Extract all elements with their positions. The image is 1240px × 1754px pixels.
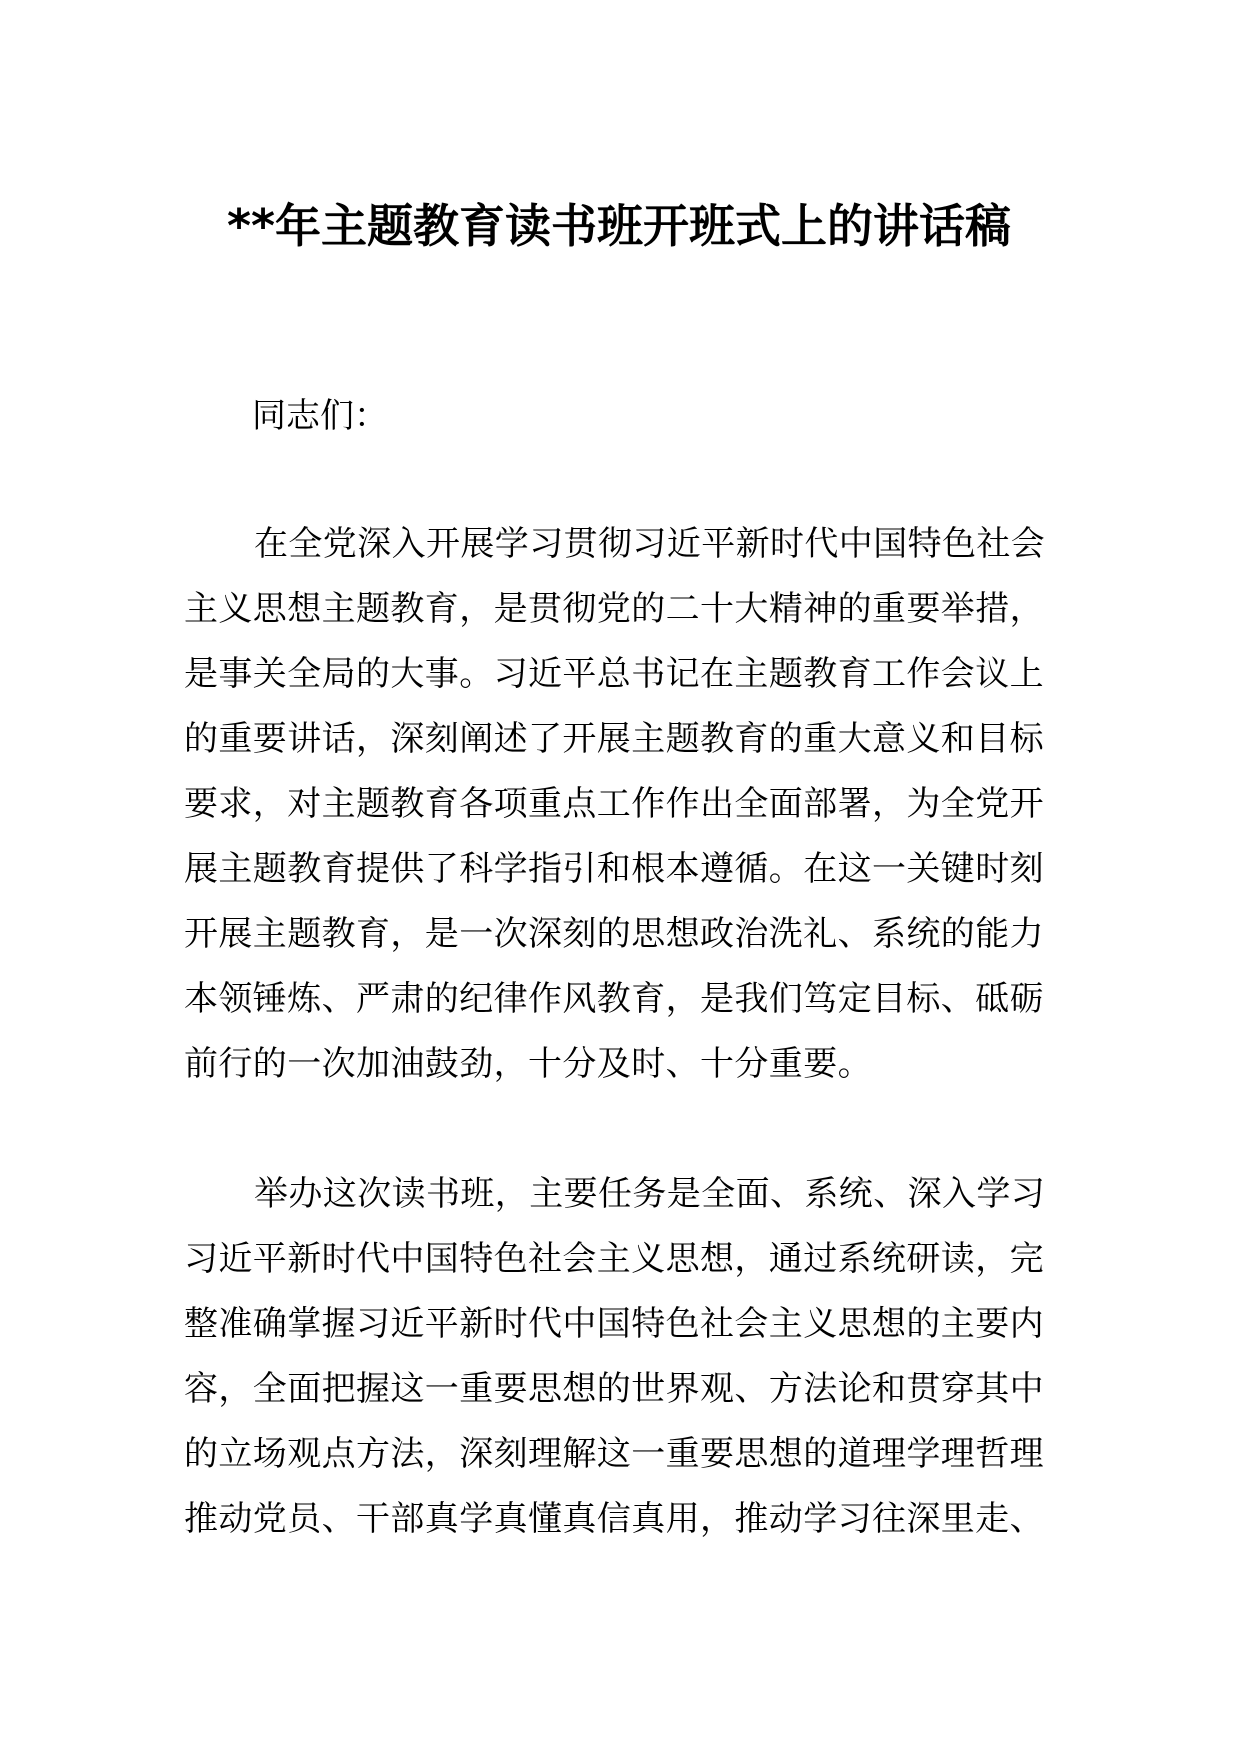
text-line: 整准确掌握习近平新时代中国特色社会主义思想的主要内 xyxy=(184,1305,1044,1343)
text-line: 主义思想主题教育，是贯彻党的二十大精神的重要举措， xyxy=(184,590,1044,628)
paragraph-2 xyxy=(184,1162,1054,1552)
text-line: 展主题教育提供了科学指引和根本遵循。在这一关键时刻 xyxy=(184,850,1044,888)
text-line: 是事关全局的大事。习近平总书记在主题教育工作会议上 xyxy=(184,655,1044,693)
text-line: 开展主题教育，是一次深刻的思想政治洗礼、系统的能力 xyxy=(184,915,1044,953)
document-title: **年主题教育读书班开班式上的讲话稿 xyxy=(226,199,1012,253)
text-line: 在全党深入开展学习贯彻习近平新时代中国特色社会 xyxy=(254,525,1046,563)
text-line: 容，全面把握这一重要思想的世界观、方法论和贯穿其中 xyxy=(184,1370,1044,1408)
text-line: 的重要讲话，深刻阐述了开展主题教育的重大意义和目标 xyxy=(184,720,1044,758)
text-line: 的立场观点方法，深刻理解这一重要思想的道理学理哲理 xyxy=(184,1435,1044,1473)
text-line: 要求，对主题教育各项重点工作作出全面部署，为全党开 xyxy=(184,785,1044,823)
text-line: 习近平新时代中国特色社会主义思想，通过系统研读，完 xyxy=(184,1240,1044,1278)
text-line: 前行的一次加油鼓劲，十分及时、十分重要。 xyxy=(184,1045,872,1083)
text-line: 本领锤炼、严肃的纪律作风教育，是我们笃定目标、砥砺 xyxy=(184,980,1044,1018)
salutation: 同志们： xyxy=(252,397,388,435)
text-line: 举办这次读书班，主要任务是全面、系统、深入学习 xyxy=(254,1175,1046,1213)
text-line: 推动党员、干部真学真懂真信真用，推动学习往深里走、 xyxy=(184,1500,1044,1538)
paragraph-1 xyxy=(184,512,1054,1097)
